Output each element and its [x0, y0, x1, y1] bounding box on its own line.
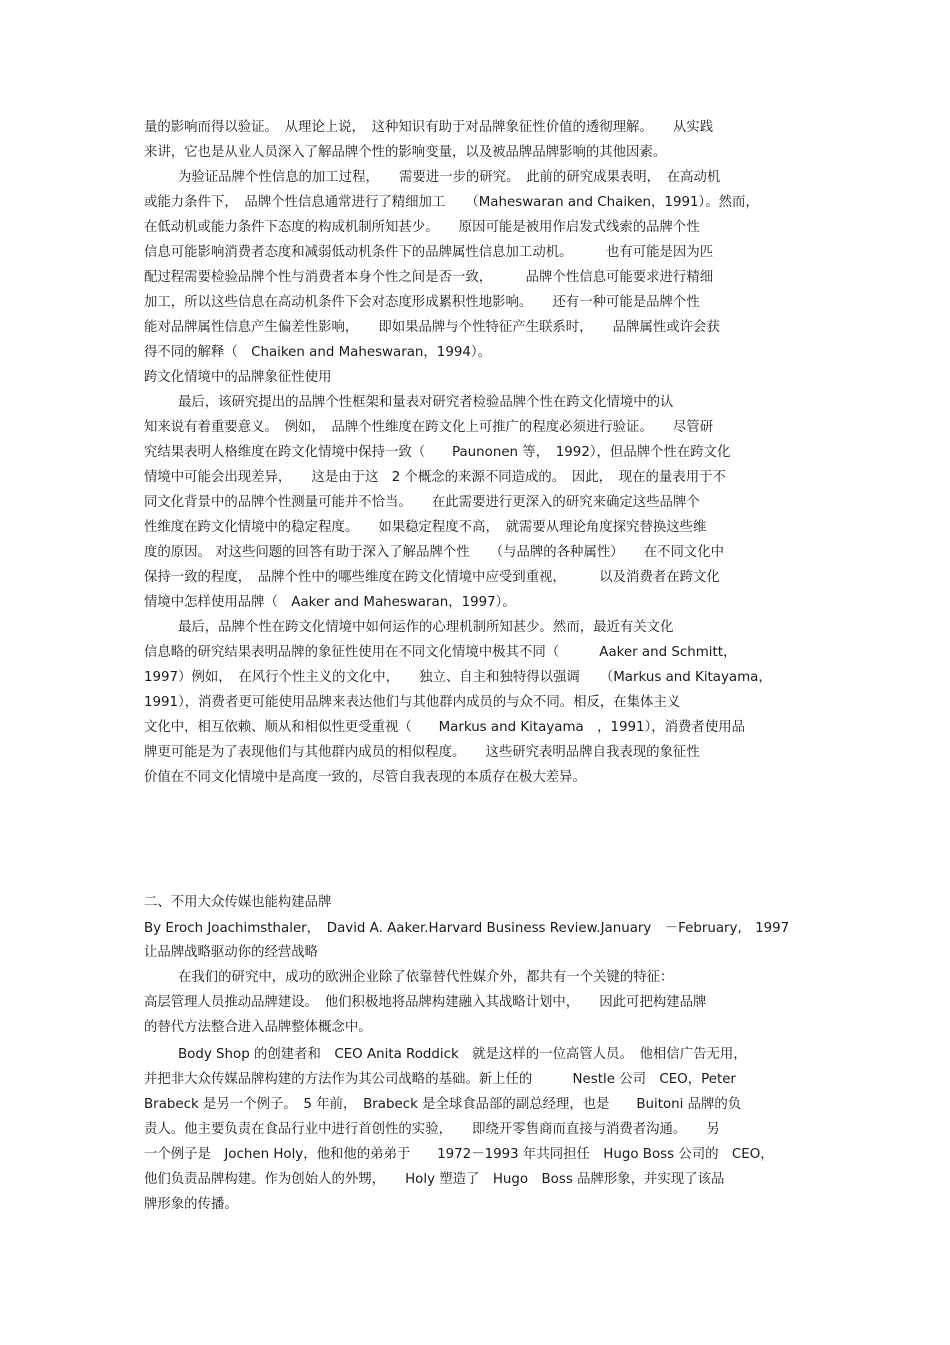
paragraph-line: 能对品牌属性信息产生偏差性影响， 即如果品牌与个性特征产生联系时， 品牌属性或许会获 [144, 320, 720, 335]
paragraph-line: Brabeck 是另一个例子。 5 年前， Brabeck 是全球食品部的副总经理，也是 Buitoni 品牌的负 [144, 1097, 742, 1112]
paragraph-line: 在我们的研究中，成功的欧洲企业除了依靠替代性媒介外，都共有一个关键的特征： [178, 970, 674, 985]
paragraph-line: 情境中怎样使用品牌（ Aaker and Maheswaran，1997）。 [144, 595, 516, 610]
paragraph-line: 或能力条件下， 品牌个性信息通常进行了精细加工 （Maheswaran and Chaiken，1991）。然而， [144, 195, 759, 210]
paragraph-line: 配过程需要检验品牌个性与消费者本身个性之间是否一致， 品牌个性信息可能要求进行精细 [144, 270, 714, 285]
paragraph-line: 文化中，相互依赖、顺从和相似性更受重视（ Markus and Kitayama ，1991），消费者使用品 [144, 720, 745, 735]
paragraph-line: 1997）例如， 在风行个性主义的文化中， 独立、自主和独特得以强调 （Markus and Kitayama， [144, 670, 772, 685]
paragraph-line: 性维度在跨文化情境中的稳定程度。 如果稳定程度不高， 就需要从理论角度探究替换这些维 [144, 520, 707, 535]
paragraph-line: 同文化背景中的品牌个性测量可能并不恰当。 在此需要进行更深入的研究来确定这些品牌个 [144, 495, 700, 510]
paragraph-line: 并把非大众传媒品牌构建的方法作为其公司战略的基础。新上任的 Nestle 公司 CEO，Peter [144, 1072, 736, 1087]
section-heading: 跨文化情境中的品牌象征性使用 [144, 370, 332, 385]
paragraph-line: 度的原因。 对这些问题的回答有助于深入了解品牌个性 （与品牌的各种属性） 在不同文化中 [144, 545, 725, 560]
paragraph-line: 责人。他主要负责在食品行业中进行首创性的实验， 即绕开零售商而直接与消费者沟通。 另 [144, 1122, 720, 1137]
paragraph-line: Body Shop 的创建者和 CEO Anita Roddick 就是这样的一位高管人员。 他相信广告无用， [178, 1047, 747, 1062]
paragraph-line: 为验证品牌个性信息的加工过程， 需要进一步的研究。 此前的研究成果表明， 在高动机 [178, 170, 721, 185]
paragraph-line: 加工，所以这些信息在高动机条件下会对态度形成累积性地影响。 还有一种可能是品牌个性 [144, 295, 700, 310]
paragraph-line: 最后，该研究提出的品牌个性框架和量表对研究者检验品牌个性在跨文化情境中的认 [178, 395, 674, 410]
paragraph-line: 得不同的解释（ Chaiken and Maheswaran，1994）。 [144, 345, 491, 360]
paragraph-line: 的替代方法整合进入品牌整体概念中。 [144, 1020, 372, 1035]
paragraph-line: 知来说有着重要意义。 例如， 品牌个性维度在跨文化上可推广的程度必须进行验证。 尽管研 [144, 420, 714, 435]
byline: By Eroch Joachimsthaler， David A. Aaker.Harvard Business Review.January －February, 1997 [144, 921, 790, 936]
paragraph-line: 1991），消费者更可能使用品牌来表达他们与其他群内成员的与众不同。相反，在集体主义 [144, 695, 681, 710]
paragraph-line: 信息略的研究结果表明品牌的象征性使用在不同文化情境中极其不同（ Aaker and Schmitt， [144, 645, 737, 660]
paragraph-line: 一个例子是 Jochen Holy，他和他的弟弟于 1972－1993 年共同担任 Hugo Boss 公司的 CEO， [144, 1147, 774, 1162]
section-subtitle: 让品牌战略驱动你的经营战略 [144, 945, 319, 960]
paragraph-line: 价值在不同文化情境中是高度一致的，尽管自我表现的本质存在极大差异。 [144, 770, 586, 785]
paragraph-line: 他们负责品牌构建。作为创始人的外甥， Holy 塑造了 Hugo Boss 品牌形象，并实现了该品 [144, 1172, 725, 1187]
paragraph-line: 究结果表明人格维度在跨文化情境中保持一致（ Paunonen 等， 1992），但品牌个性在跨文化 [144, 445, 731, 460]
paragraph-line: 情境中可能会出现差异， 这是由于这 2 个概念的来源不同造成的。 因此， 现在的量表用于不 [144, 470, 726, 485]
paragraph-line: 高层管理人员推动品牌建设。 他们积极地将品牌构建融入其战略计划中， 因此可把构建品牌 [144, 995, 707, 1010]
paragraph-line: 在低动机或能力条件下态度的构成机制所知甚少。 原因可能是被用作启发式线索的品牌个性 [144, 220, 700, 235]
paragraph-line: 牌形象的传播。 [144, 1197, 238, 1212]
paragraph-line: 量的影响而得以验证。 从理论上说， 这种知识有助于对品牌象征性价值的透彻理解。 从实践 [144, 120, 714, 135]
paragraph-line: 牌更可能是为了表现他们与其他群内成员的相似程度。 这些研究表明品牌自我表现的象征性 [144, 745, 700, 760]
paragraph-line: 来讲，它也是从业人员深入了解品牌个性的影响变量，以及被品牌品牌影响的其他因素。 [144, 145, 667, 160]
paragraph-line: 保持一致的程度， 品牌个性中的哪些维度在跨文化情境中应受到重视， 以及消费者在跨文化 [144, 570, 720, 585]
paragraph-line: 最后，品牌个性在跨文化情境中如何运作的心理机制所知甚少。然而，最近有关文化 [178, 620, 674, 635]
paragraph-line: 信息可能影响消费者态度和减弱低动机条件下的品牌属性信息加工动机。 也有可能是因为匹 [144, 245, 714, 260]
section-title: 二、不用大众传媒也能构建品牌 [144, 895, 332, 910]
